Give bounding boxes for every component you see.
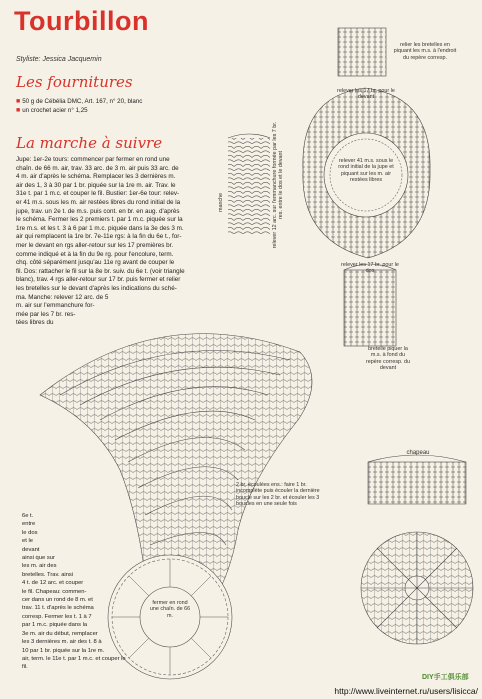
- instruction-line: devant: [22, 546, 40, 553]
- instruction-line: blanc), trav. 4 rgs aller-retour sur 17 br. puis fermer et relier: [16, 276, 181, 284]
- instruction-line: les bretelles sur le devant d'après les indications du sché-: [16, 284, 177, 292]
- instructions-continued: [22, 512, 132, 672]
- page-title: Tourbillon: [14, 6, 149, 36]
- label-ring: fermer en rond une chaîn. de 66 m.: [149, 600, 191, 619]
- brand-logo: DIY手工俱乐部: [422, 674, 469, 681]
- label-strap: bretelle piquer la m.s. à fond du repère corresp. du devant: [365, 346, 411, 372]
- supply-item: ■ 50 g de Cébélia DMC, Art. 167, n° 20, blanc: [16, 98, 143, 105]
- instruction-line: comme indiqué et à la fin du 9e rg. pour l'encolure, term.: [16, 250, 174, 258]
- supplies-heading: Les fournitures: [16, 73, 133, 91]
- instruction-line: entre: [22, 521, 36, 528]
- instruction-line: 3e m. air du début, remplacer: [22, 630, 98, 637]
- instruction-line: 10 par 1 br. piquée sur la 1re m.: [22, 647, 105, 654]
- instruction-line: les 3 dernières m. air des t. 8 à: [22, 639, 102, 646]
- label-cluster-note: 2 br. écoulées ens.: faire 1 br. incomplète puis écouler la dernière boucle sur les 2 br. et écouler les 3 boucles en une seule fois: [236, 482, 320, 508]
- instruction-line: le dos: [22, 529, 38, 536]
- instruction-line: chaîn. de 66 m. air, trav. 33 arc. de 3 m. air puis 33 arc. de: [16, 164, 179, 172]
- instruction-line: air qui remplacent la 1re br. 7e-11e rgs: à la fin du 6e t., for-: [16, 233, 182, 241]
- instruction-line: mée par les 7 br. res-: [16, 310, 76, 318]
- label-center-ring: relever 41 m.s. sous le rond initial de la jupe et piquant sur les m. air restées libres: [338, 158, 394, 184]
- label-lift-back: relever les 17 br. pour le dos: [341, 262, 399, 275]
- method-heading: La marche à suivre: [16, 134, 163, 152]
- instruction-line: bretelles. Trav. ainsi: [22, 571, 74, 578]
- label-join-straps: relier les bretelles en piquant les m.s. à l'endroit du repère corresp.: [393, 42, 457, 61]
- instruction-line: 4 m. air d'après le schéma. Remplacer les 3 dernières m.: [16, 173, 176, 181]
- hat-diagram: [361, 455, 473, 644]
- instruction-line: fil. Dos: rattacher le fil sur la 8e br. suiv. du 6e t. (voir triangle: [16, 267, 185, 275]
- instruction-line: Jupe: 1er-2e tours: commencer par fermer en rond une: [16, 156, 170, 163]
- label-chapeau: chapeau: [406, 450, 430, 456]
- instruction-line: 31e t. par 1 m.c. et couper le fil. Bustier: 1er-6e tour: relev-: [16, 190, 180, 198]
- label-lift-front: relever les 17 br. pour le devant: [337, 88, 395, 101]
- instruction-line: mer le devant en rgs aller-retour sur les 17 premières br.: [16, 241, 174, 249]
- instructions: [16, 156, 221, 328]
- instruction-line: le fil. Chapeau: commen-: [22, 588, 87, 595]
- watermark-url: http://www.liveinternet.ru/users/lisicca/: [334, 686, 478, 696]
- instruction-line: trav. 11 t. d'après le schéma: [22, 605, 94, 612]
- stylist-credit: Styliste: Jessica Jacquemin: [16, 56, 102, 63]
- instruction-line: 1re m.s. et les t. 3 à 6 par 1 m.c. piquée dans la 3e des 3 m.: [16, 224, 184, 232]
- label-manche: manche: [218, 192, 224, 212]
- supply-item: ■ un crochet acier n° 1,25: [16, 107, 88, 114]
- instruction-line: m. air sur l'emmanchure for-: [16, 302, 95, 310]
- bodice-diagram: [303, 28, 430, 346]
- instruction-line: cer dans un rond de 8 m. et: [22, 597, 93, 604]
- instruction-line: corresp. Fermer les t. 1 à 7: [22, 613, 92, 620]
- instruction-line: er 41 m.s. sous les m. air restées libres du rond initial de la: [16, 198, 181, 206]
- instruction-line: chq. côté séparément jusqu'au 11e rg avant de couper le: [16, 259, 175, 267]
- instruction-line: jupe, trav. un 2e t. de m.s. puis cont. en br. en aug. d'après: [16, 207, 180, 215]
- instruction-line: tées libres du: [16, 319, 54, 327]
- manche-diagram: [228, 134, 270, 234]
- instruction-line: par 1 m.c. piquée dans la: [22, 622, 88, 629]
- instruction-line: air, term. le 11e t. par 1 m.c. et couper le fil.: [22, 655, 126, 671]
- instruction-line: et le: [22, 538, 33, 545]
- label-armhole: relever 12 arc. sur l'emmanchure formée par les 7 br. res. entre le dos et le devant: [272, 121, 285, 249]
- instruction-line: le schéma. Fermer les 2 premiers t. par 1 m.c. piquée sur la: [16, 216, 183, 224]
- instruction-line: 4 t. de 12 arc. et couper: [22, 580, 84, 587]
- instruction-line: air des 1, 3 à 30 par 1 br. piquée sur la 1re m. air. Trav. le: [16, 181, 176, 189]
- instruction-line: 6e t.: [22, 513, 34, 519]
- instruction-line: ma. Manche: relever 12 arc. de 5: [16, 293, 109, 301]
- instruction-line: ainsi que sur: [22, 555, 55, 562]
- instruction-line: les m. air des: [22, 563, 57, 570]
